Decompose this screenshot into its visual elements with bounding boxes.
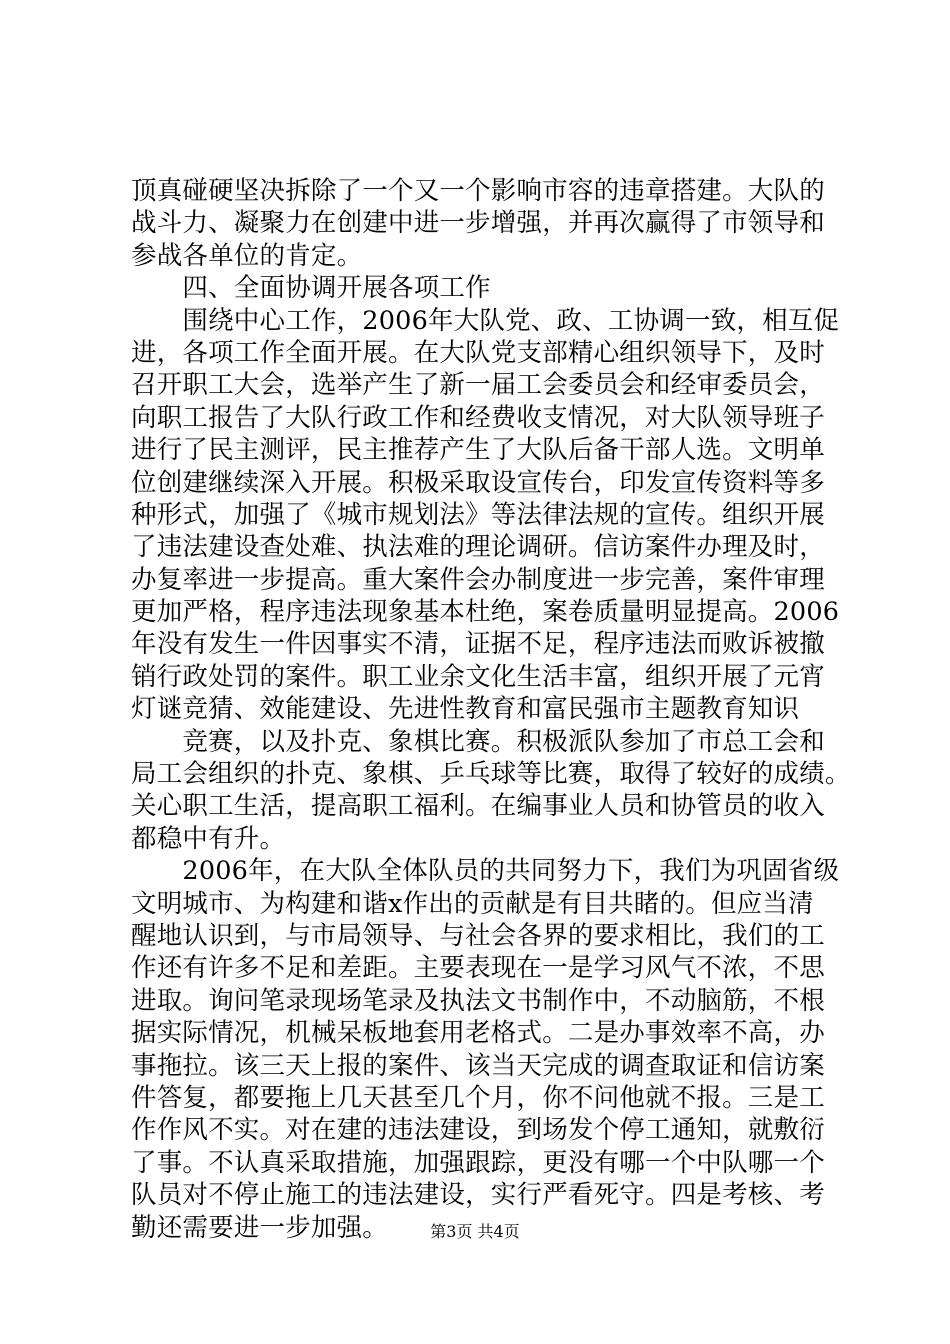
text-line: 了事。不认真采取措施，加强跟踪，更没有哪一个中队哪一个 xyxy=(131,1147,825,1178)
page-footer: 第3页 共4页 xyxy=(430,1222,520,1241)
text-line: 据实际情况，机械呆板地套用老格式。二是办事效率不高，办 xyxy=(131,1018,825,1049)
text-line: 队员对不停止施工的违法建设，实行严看死守。四是考核、考 xyxy=(131,1180,825,1211)
text-line: 围绕中心工作，2006年大队党、政、工协调一致，相互促 xyxy=(131,305,840,336)
text-line: 进取。询问笔录现场笔录及执法文书制作中，不动脑筋，不根 xyxy=(131,985,825,1016)
text-line: 竞赛，以及扑克、象棋比赛。积极派队参加了市总工会和 xyxy=(131,726,825,757)
text-line: 事拖拉。该三天上报的案件、该当天完成的调查取证和信访案 xyxy=(131,1050,825,1081)
text-line: 更加严格，程序违法现象基本杜绝，案卷质量明显提高。2006 xyxy=(131,597,840,628)
text-line: 文明城市、为构建和谐x作出的贡献是有目共睹的。但应当清 xyxy=(131,888,814,919)
text-line: 2006年，在大队全体队员的共同努力下，我们为巩固省级 xyxy=(131,856,840,887)
text-line: 年没有发生一件因事实不清，证据不足，程序违法而败诉被撤 xyxy=(131,629,825,660)
text-line: 件答复，都要拖上几天甚至几个月，你不问他就不报。三是工 xyxy=(131,1082,825,1113)
text-line: 勤还需要进一步加强。 xyxy=(131,1212,389,1243)
text-line: 作作风不实。对在建的违法建设，到场发个停工通知，就敷衍 xyxy=(131,1115,825,1146)
text-line: 种形式，加强了《城市规划法》等法律法规的宣传。组织开展 xyxy=(131,499,825,530)
text-line: 顶真碰硬坚决拆除了一个又一个影响市容的违章搭建。大队的 xyxy=(131,176,825,206)
text-line: 位创建继续深入开展。积极采取设宣传台，印发宣传资料等多 xyxy=(131,467,825,498)
text-line: 关心职工生活，提高职工福利。在编事业人员和协管员的收入 xyxy=(131,791,825,822)
text-line: 向职工报告了大队行政工作和经费收支情况，对大队领导班子 xyxy=(131,402,825,433)
text-line: 醒地认识到，与市局领导、与社会各界的要求相比，我们的工 xyxy=(131,920,825,951)
text-line: 进行了民主测评，民主推荐产生了大队后备干部人选。文明单 xyxy=(131,435,825,466)
text-line: 了违法建设查处难、执法难的理论调研。信访案件办理及时， xyxy=(131,532,825,563)
text-line: 办复率进一步提高。重大案件会办制度进一步完善，案件审理 xyxy=(131,564,825,595)
text-line: 战斗力、凝聚力在创建中进一步增强，并再次赢得了市领导和 xyxy=(131,208,825,239)
body-text xyxy=(131,175,851,1244)
text-line: 参战各单位的肯定。 xyxy=(131,240,363,271)
text-line: 灯谜竞猜、效能建设、先进性教育和富民强市主题教育知识 xyxy=(131,694,800,725)
text-line: 进，各项工作全面开展。在大队党支部精心组织领导下，及时 xyxy=(131,337,825,368)
text-line: 作还有许多不足和差距。主要表现在一是学习风气不浓，不思 xyxy=(131,953,825,984)
text-line: 召开职工大会，选举产生了新一届工会委员会和经审委员会， xyxy=(131,370,825,401)
text-line: 都稳中有升。 xyxy=(131,823,286,854)
text-line: 销行政处罚的案件。职工业余文化生活丰富，组织开展了元宵 xyxy=(131,661,825,692)
text-line: 局工会组织的扑克、象棋、乒乓球等比赛，取得了较好的成绩。 xyxy=(131,759,851,790)
text-line: 四、全面协调开展各项工作 xyxy=(131,273,491,304)
